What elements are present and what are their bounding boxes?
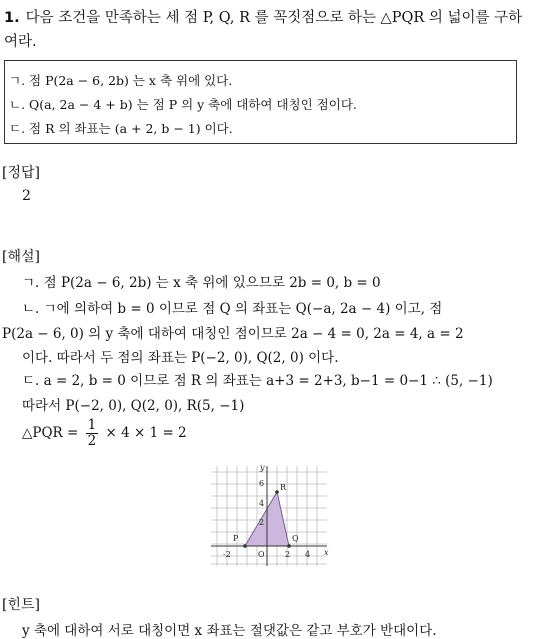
problem-number: 1. — [4, 10, 20, 26]
origin-label: O — [258, 550, 265, 559]
point-q — [287, 544, 291, 548]
solution-label: [해설] — [2, 249, 40, 265]
solution-area-line — [22, 418, 187, 449]
label-q: Q — [292, 534, 299, 543]
answer-label: [정답] — [2, 165, 40, 181]
hint-label: [힌트] — [2, 597, 40, 613]
condition-2: ㄴ. Q(a, 2a − 4 + b) 는 점 P 의 y 축에 대하여 대칭인 점이다. — [9, 97, 357, 112]
conditions-box — [4, 60, 517, 144]
tick-x-2: 2 — [285, 550, 291, 559]
solution-line-6: 따라서 P(−2, 0), Q(2, 0), R(5, −1) — [22, 398, 245, 414]
condition-1: ㄱ. 점 P(2a − 6, 2b) 는 x 축 위에 있다. — [9, 73, 233, 88]
solution-line-3: P(2a − 6, 0) 의 y 축에 대하여 대칭인 점이므로 2a − 4 = 0, 2a = 4, a = 2 — [2, 326, 464, 342]
label-p: P — [233, 534, 239, 543]
area-prefix: △PQR = — [22, 425, 83, 441]
solution-line-1: ㄱ. 점 P(2a − 6, 2b) 는 x 축 위에 있으므로 2b = 0, b = 0 — [22, 275, 381, 291]
area-suffix: × 4 × 1 = 2 — [105, 425, 187, 441]
point-r — [275, 490, 279, 494]
problem-text: 다음 조건을 만족하는 세 점 P, Q, R 를 꼭짓점으로 하는 △PQR 의 넓이를 구하여라. — [4, 10, 523, 50]
fraction — [86, 418, 99, 449]
point-p — [243, 544, 247, 548]
problem-statement — [4, 6, 528, 54]
hint-text: y 축에 대하여 서로 대칭이면 x 좌표는 절댓값은 같고 부호가 반대이다. — [22, 623, 437, 639]
solution-line-4: 이다. 따라서 두 점의 좌표는 P(−2, 0), Q(2, 0) 이다. — [22, 350, 339, 366]
condition-3: ㄷ. 점 R 의 좌표는 (a + 2, b − 1) 이다. — [9, 121, 233, 136]
fraction-numerator: 1 — [87, 417, 97, 433]
tick-x-4: 4 — [305, 550, 311, 559]
x-axis-label: x — [324, 548, 329, 557]
tick-y-4: 4 — [259, 499, 265, 508]
label-r: R — [280, 483, 287, 492]
solution-line-5: ㄷ. a = 2, b = 0 이므로 점 R 의 좌표는 a+3 = 2+3, b−1 = 0−1 ∴ (5, −1) — [22, 373, 493, 389]
solution-line-2: ㄴ. ㄱ에 의하여 b = 0 이므로 점 Q 의 좌표는 Q(−a, 2a − 4) 이고, 점 — [22, 301, 443, 317]
answer-value: 2 — [22, 188, 31, 204]
coordinate-graph — [205, 462, 333, 570]
tick-x-neg2: -2 — [223, 550, 231, 559]
fraction-denominator: 2 — [87, 433, 97, 449]
tick-y-2: 2 — [259, 518, 265, 527]
y-axis-label: y — [260, 463, 265, 472]
tick-y-6: 6 — [259, 479, 265, 488]
